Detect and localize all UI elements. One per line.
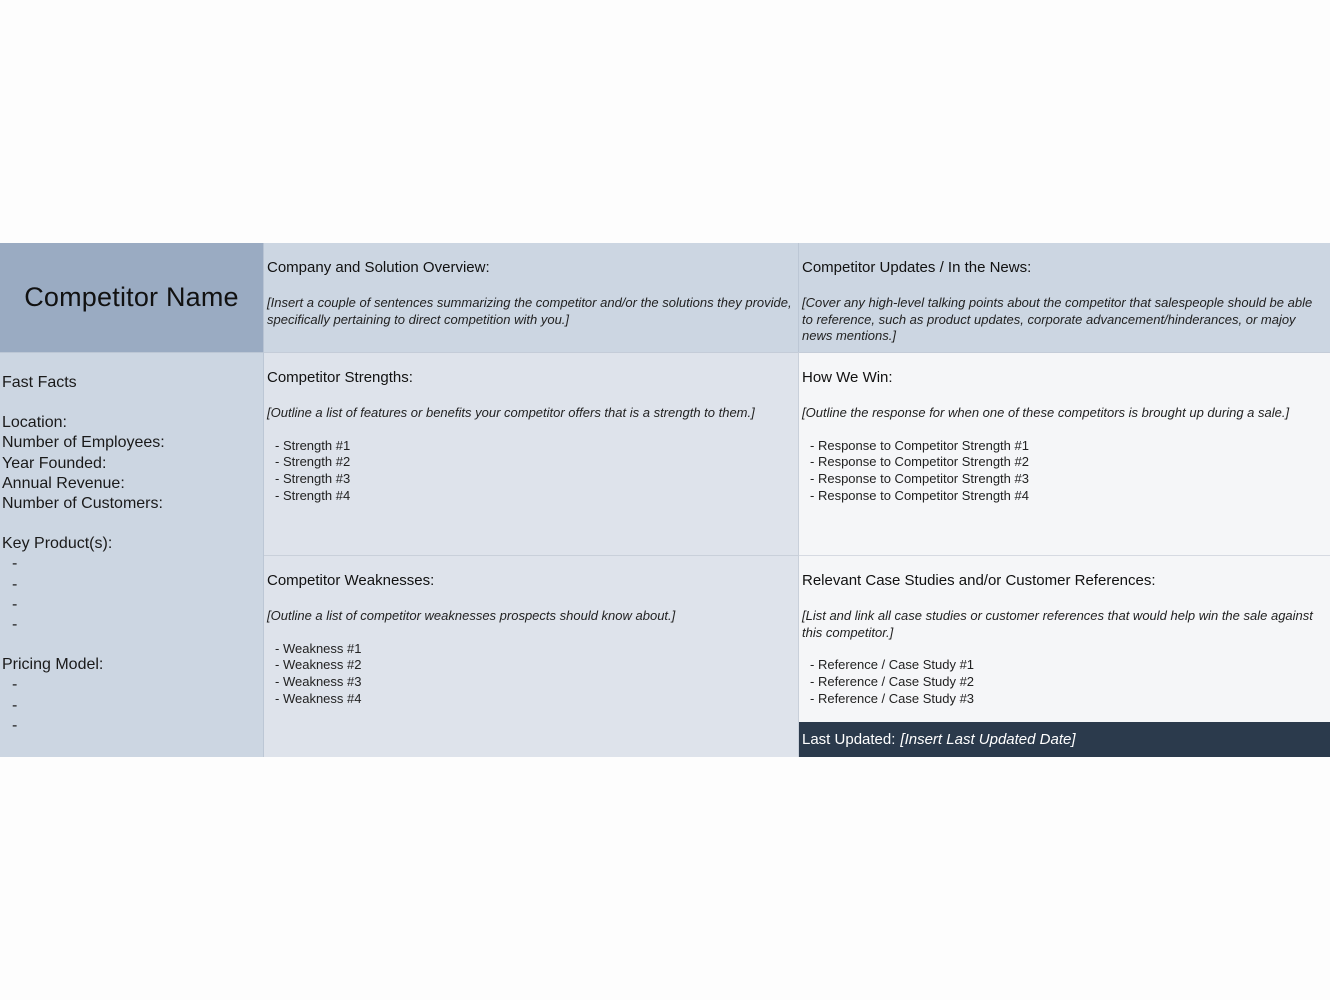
overview-heading: Company and Solution Overview: [267,259,490,276]
last-updated-label: Last Updated: [802,731,896,748]
fast-facts-heading: Fast Facts [2,374,77,391]
strength-item: - Strength #3 [275,471,792,488]
how-we-win-heading: How We Win: [802,369,893,386]
weaknesses-cell [264,555,799,757]
strengths-cell [264,352,799,555]
strength-item: - Strength #1 [275,438,792,455]
key-product-item: - [12,595,18,613]
strengths-description: [Outline a list of features or benefits your competitor offers that is a strength to them.] [267,405,755,420]
news-description: [Cover any high-level talking points about the competitor that salespeople should be able to reference, such as product updates, corporate advancement/hinderances, or majoy news mentions.] [802,295,1313,343]
pricing-model-label: Pricing Model: [2,656,104,674]
references-heading: Relevant Case Studies and/or Customer References: [802,572,1156,589]
references-cell [799,555,1330,757]
pricing-model-item: - [12,716,18,734]
title-cell [0,243,264,352]
fast-facts-cell [0,352,264,757]
fact-customers: Number of Customers: [2,495,163,513]
references-description: [List and link all case studies or customer references that would help win the sale against this competitor.] [802,608,1313,640]
overview-cell [264,243,799,352]
how-we-win-cell [799,352,1330,555]
fact-employees: Number of Employees: [2,434,165,452]
response-item: - Response to Competitor Strength #3 [810,471,1324,488]
strengths-heading: Competitor Strengths: [267,369,413,386]
news-heading: Competitor Updates / In the News: [802,259,1032,276]
weakness-item: - Weakness #2 [275,657,792,674]
weakness-item: - Weakness #1 [275,641,792,658]
key-product-item: - [12,575,18,593]
pricing-model-item: - [12,696,18,714]
fact-annual-revenue: Annual Revenue: [2,474,125,492]
key-products-label: Key Product(s): [2,535,113,553]
reference-item: - Reference / Case Study #2 [810,674,1324,691]
strengths-list [267,438,792,505]
references-list [802,657,1324,707]
strength-item: - Strength #4 [275,488,792,505]
competitor-name-title: Competitor Name [24,282,239,312]
weaknesses-description: [Outline a list of competitor weaknesses prospects should know about.] [267,608,676,623]
response-item: - Response to Competitor Strength #4 [810,488,1324,505]
last-updated-bar [799,722,1330,757]
key-product-item: - [12,555,18,573]
reference-item: - Reference / Case Study #1 [810,657,1324,674]
competitor-battlecard [0,243,1330,757]
pricing-model-item: - [12,676,18,694]
news-cell [799,243,1330,352]
weaknesses-list [267,641,792,708]
weakness-item: - Weakness #4 [275,691,792,708]
reference-item: - Reference / Case Study #3 [810,691,1324,708]
response-item: - Response to Competitor Strength #1 [810,438,1324,455]
strength-item: - Strength #2 [275,454,792,471]
how-we-win-description: [Outline the response for when one of these competitors is brought up during a sale.] [802,405,1290,420]
fact-location: Location: [2,414,67,432]
key-product-item: - [12,616,18,634]
how-we-win-list [802,438,1324,505]
fact-year-founded: Year Founded: [2,454,107,472]
weakness-item: - Weakness #3 [275,674,792,691]
overview-description: [Insert a couple of sentences summarizing the competitor and/or the solutions they provide, specifically pertaining to direct competition with you.] [267,295,792,327]
last-updated-value: [Insert Last Updated Date] [900,731,1076,748]
response-item: - Response to Competitor Strength #2 [810,454,1324,471]
weaknesses-heading: Competitor Weaknesses: [267,572,435,589]
